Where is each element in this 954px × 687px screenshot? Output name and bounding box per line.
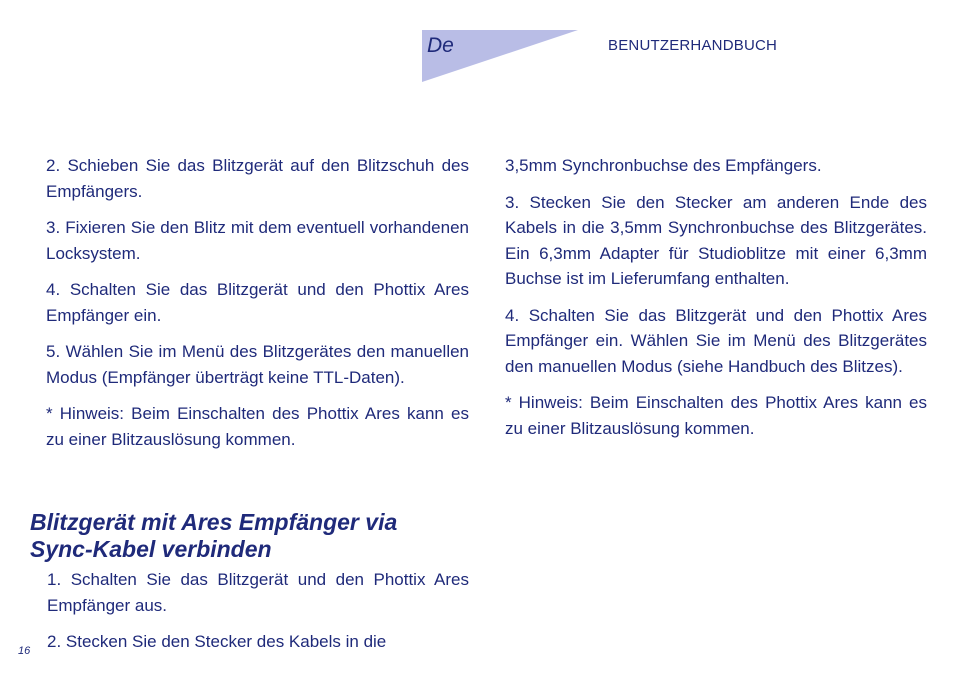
paragraph: 2. Stecken Sie den Stecker des Kabels in die — [47, 632, 387, 651]
paragraph: 4. Schalten Sie das Blitzgerät und den Phottix Ares Empfänger ein. Wählen Sie im Menü des Blitzgerätes den manuellen Modus (siehe Handbuch des Blitzes). — [505, 305, 927, 376]
paragraph: * Hinweis: Beim Einschalten des Phottix Ares kann es zu einer Blitzauslösung kommen. — [46, 404, 469, 449]
language-label: De — [427, 34, 454, 57]
paragraph: 5. Wählen Sie im Menü des Blitzgerätes den manuellen Modus (Empfänger überträgt keine TTL-Daten). — [46, 342, 469, 387]
page-number: 16 — [18, 645, 31, 657]
paragraph: 3,5mm Synchronbuchse des Empfängers. — [505, 156, 822, 175]
paragraph: 4. Schalten Sie das Blitzgerät und den Phottix Ares Empfänger ein. — [46, 280, 469, 325]
section-heading — [30, 509, 470, 563]
manual-title: BENUTZERHANDBUCH — [608, 37, 778, 54]
paragraph: 3. Stecken Sie den Stecker am anderen Ende des Kabels in die 3,5mm Synchronbuchse des Blitzgerätes. Ein 6,3mm Adapter für Studioblitze mit einer 6,3mm Buchse ist im Lieferumfang enthalten. — [505, 192, 927, 288]
section-heading-line2: Sync-Kabel verbinden — [30, 536, 272, 562]
left-column — [46, 153, 469, 463]
right-column — [505, 153, 927, 452]
paragraph: 2. Schieben Sie das Blitzgerät auf den Blitzschuh des Empfängers. — [46, 156, 469, 201]
section-heading-line1: Blitzgerät mit Ares Empfänger via — [30, 509, 398, 535]
section-body — [47, 567, 469, 666]
paragraph: 3. Fixieren Sie den Blitz mit dem eventuell vorhandenen Locksystem. — [46, 218, 469, 263]
paragraph: 1. Schalten Sie das Blitzgerät und den Phottix Ares Empfänger aus. — [47, 570, 469, 615]
language-tab — [422, 30, 578, 82]
paragraph: * Hinweis: Beim Einschalten des Phottix Ares kann es zu einer Blitzauslösung kommen. — [505, 393, 927, 438]
